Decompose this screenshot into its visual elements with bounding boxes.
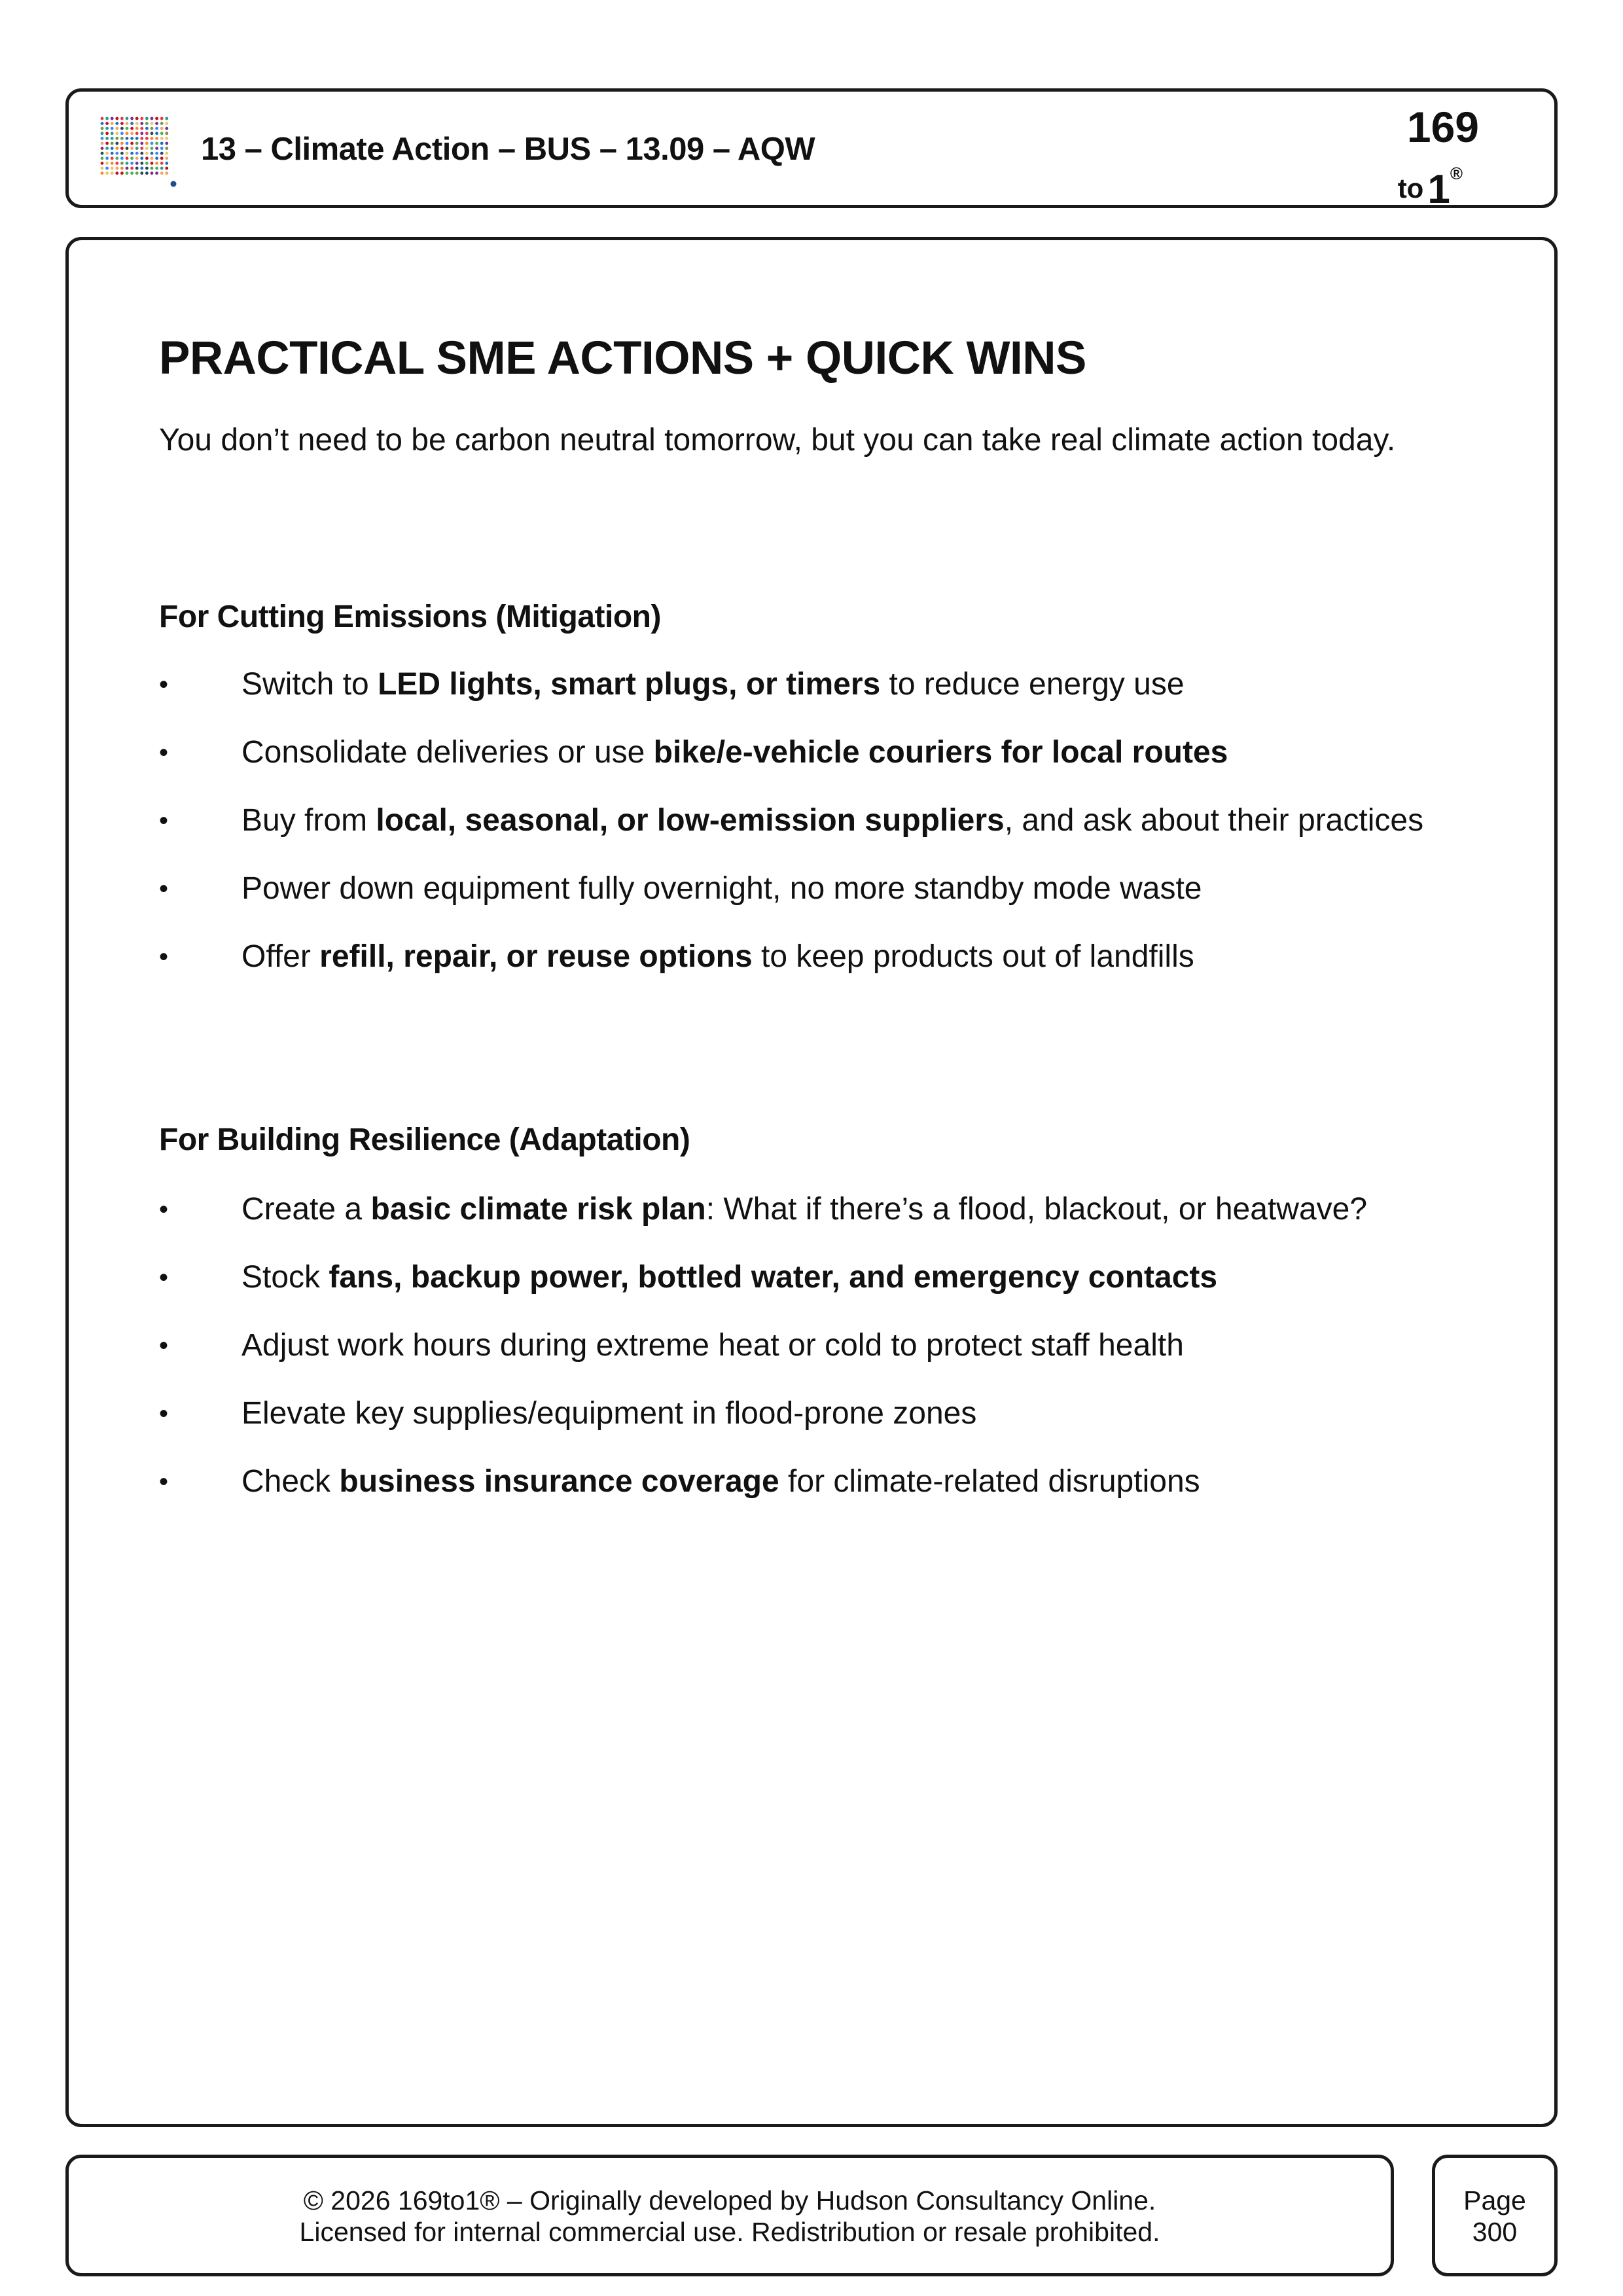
copyright-text: © 2026 169to1® – Originally developed by Hudson Consultancy Online. bbox=[303, 2185, 1156, 2215]
brand-number: 169 bbox=[1406, 103, 1479, 151]
header-title: 13 – Climate Action – BUS – 13.09 – AQW bbox=[201, 132, 815, 167]
footer-copyright bbox=[65, 2155, 1394, 2276]
list-item: • Elevate key supplies/equipment in flood-prone zones bbox=[159, 1391, 1481, 1436]
brand-logo bbox=[1378, 97, 1508, 212]
adaptation-list bbox=[159, 1187, 1481, 1528]
list-item: • Power down equipment fully overnight, no more standby mode waste bbox=[159, 867, 1481, 911]
registered-mark: ® bbox=[1450, 164, 1463, 183]
list-item: • Adjust work hours during extreme heat or cold to protect staff health bbox=[159, 1323, 1481, 1368]
list-item: • Check business insurance coverage for climate-related disruptions bbox=[159, 1460, 1481, 1504]
section-heading-mitigation: For Cutting Emissions (Mitigation) bbox=[159, 600, 661, 634]
list-item: • Switch to LED lights, smart plugs, or timers to reduce energy use bbox=[159, 662, 1481, 707]
brand-to bbox=[1397, 161, 1463, 212]
list-item: • Stock fans, backup power, bottled water, and emergency contacts bbox=[159, 1255, 1481, 1300]
page-number: 300 bbox=[1472, 2217, 1518, 2247]
content-panel bbox=[65, 237, 1558, 2127]
page-indicator bbox=[1432, 2155, 1558, 2276]
header-bar bbox=[65, 88, 1558, 212]
mitigation-list bbox=[159, 662, 1481, 1003]
list-item: • Buy from local, seasonal, or low-emission suppliers, and ask about their practices bbox=[159, 798, 1481, 843]
brand-one: 1 bbox=[1427, 167, 1450, 212]
dot-grid-logo-icon bbox=[99, 116, 177, 188]
list-item: • Consolidate deliveries or use bike/e-vehicle couriers for local routes bbox=[159, 730, 1481, 775]
page-title: PRACTICAL SME ACTIONS + QUICK WINS bbox=[159, 332, 1086, 384]
page-label: Page bbox=[1463, 2185, 1526, 2215]
section-heading-adaptation: For Building Resilience (Adaptation) bbox=[159, 1122, 690, 1157]
license-text: Licensed for internal commercial use. Redistribution or resale prohibited. bbox=[299, 2217, 1160, 2247]
list-item: • Offer refill, repair, or reuse options to keep products out of landfills bbox=[159, 935, 1481, 979]
intro-paragraph: You don’t need to be carbon neutral tomorrow, but you can take real climate action today. bbox=[159, 423, 1396, 457]
brand-to-text: to bbox=[1397, 173, 1424, 204]
list-item: • Create a basic climate risk plan: What if there’s a flood, blackout, or heatwave? bbox=[159, 1187, 1481, 1232]
